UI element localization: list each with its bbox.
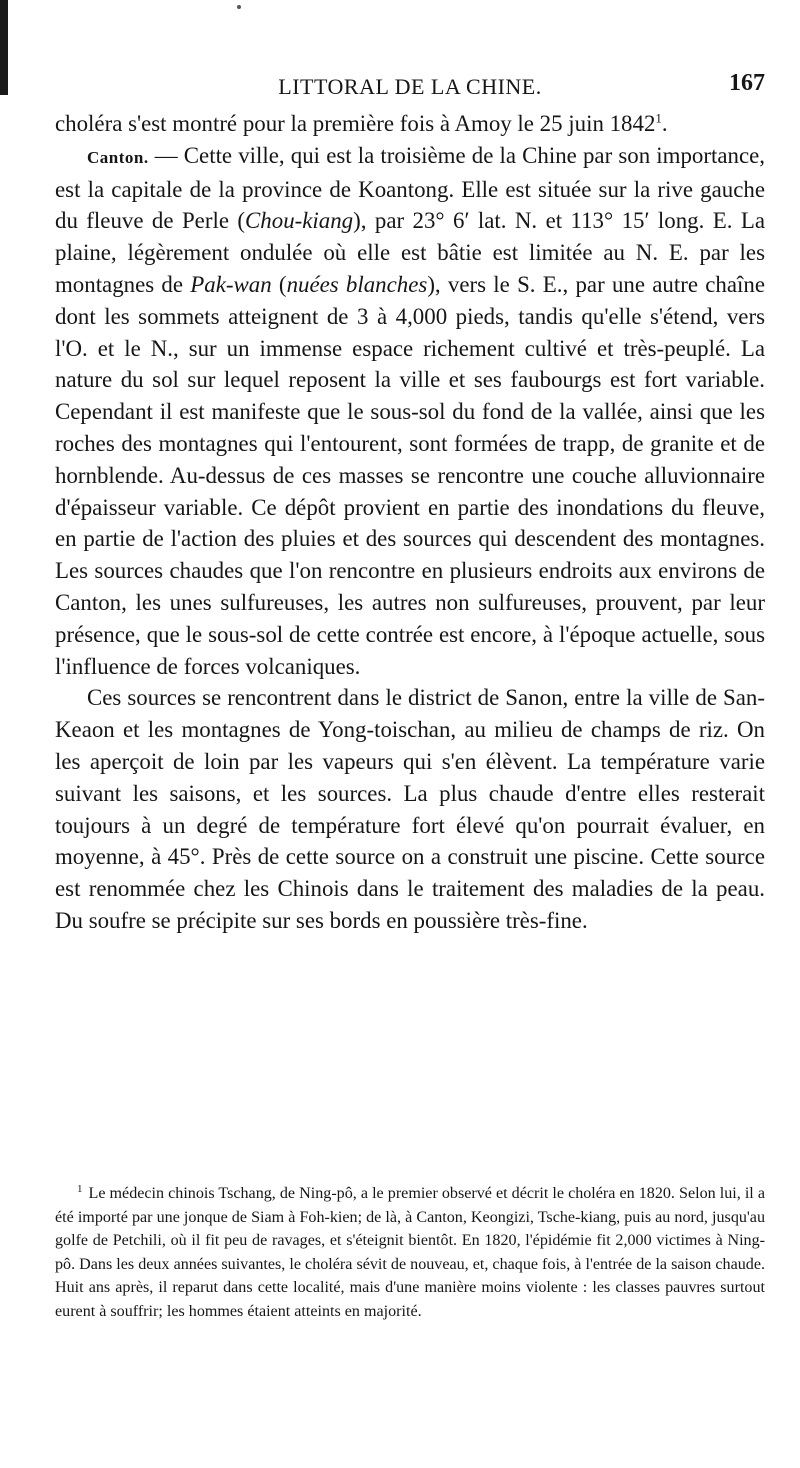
- footnote-number: 1: [77, 1182, 83, 1195]
- paragraph-tail: .: [661, 111, 668, 136]
- paragraph-cholera-amoy: [55, 108, 765, 140]
- footnote-text: Le médecin chinois Tschang, de Ning-pô, a le premier observé et décrit le choléra en 1820. Selon lui, il a été importé par une jonque de Siam à Foh-kien; de là, à Canton, Keongizi, Tsche-kiang, puis au nord, jusqu'au golfe de Petchili, où il fit peu de ravages, et s'éteignit bientôt. En 1820, l'épidémie fit 2,000 victimes à Ning-pô. Dans les deux années suivantes, le choléra sévit de nouveau, et, chaque fois, à l'entrée de la saison chaude. Huit ans après, il reparut dans cette localité, mais d'une manière moins violente : les classes pauvres surtout eurent à souffrir; les hommes étaient atteints en majorité.: [55, 1185, 765, 1320]
- italic-term: Chou-kiang: [245, 208, 354, 234]
- paragraph-text: (: [271, 271, 287, 297]
- scan-speck: [237, 5, 241, 9]
- scan-edge-mark: [0, 0, 8, 95]
- paragraph-text: ), par 23° 6′ lat. N. et 113° 15′ long. E. La plaine, légèrement ondulée où elle est bâtie est limitée au N. E. par les montagnes de: [55, 208, 765, 297]
- footnote-reference[interactable]: 1: [655, 110, 662, 126]
- paragraph-canton: [55, 140, 765, 683]
- paragraph-text: — Cette ville, qui est la troisième de la Chine par son importance, est la capitale de la province de Koantong. Elle est située sur la rive gauche du fleuve de Perle (: [55, 142, 765, 234]
- italic-term: Pak-wan: [190, 271, 272, 297]
- footnote: [55, 1182, 765, 1323]
- main-text: [55, 108, 765, 937]
- italic-term: nuées blanches: [286, 271, 428, 297]
- paragraph-text: choléra s'est montré pour la première fois à Amoy le 25 juin 1842: [55, 111, 656, 136]
- page-header: [55, 70, 765, 104]
- running-title: LITTORAL DE LA CHINE.: [278, 74, 542, 99]
- section-heading-canton: Canton.: [87, 147, 149, 167]
- paragraph-text: ), vers le S. E., par une autre chaîne dont les sommets atteignent de 3 à 4,000 pieds, tandis qu'elle s'étend, vers l'O. et le N., sur un immense espace richement cultivé et très-peuplé. La nature du sol sur lequel reposent la ville et ses faubourgs est fort variable. Cependant il est manifeste que le sous-sol du fond de la vallée, ainsi que les roches des montagnes qui l'entourent, sont formées de trapp, de granite et de hornblende. Au-dessus de ces masses se rencontre une couche alluvionnaire d'épaisseur variable. Ce dépôt provient en partie des inondations du fleuve, en partie de l'action des pluies et des sources qui descendent des montagnes. Les sources chaudes que l'on rencontre en plusieurs endroits aux environs de Canton, les unes sulfureuses, les autres non sulfureuses, prouvent, par leur présence, que le sous-sol de cette contrée est encore, à l'époque actuelle, sous l'influence de forces volcaniques.: [55, 271, 765, 679]
- page-number: 167: [729, 70, 765, 96]
- paragraph-hot-springs: Ces sources se rencontrent dans le district de Sanon, entre la ville de San-Keaon et les montagnes de Yong-toischan, au milieu de champs de riz. On les aperçoit de loin par les vapeurs qui s'en élèvent. La température varie suivant les saisons, et les sources. La plus chaude d'entre elles resterait toujours à un degré de température fort élevé qu'on pourrait évaluer, en moyenne, à 45°. Près de cette source on a construit une piscine. Cette source est renommée chez les Chinois dans le traitement des maladies de la peau. Du soufre se précipite sur ses bords en poussière très-fine.: [55, 685, 765, 933]
- footnotes: [55, 1182, 765, 1323]
